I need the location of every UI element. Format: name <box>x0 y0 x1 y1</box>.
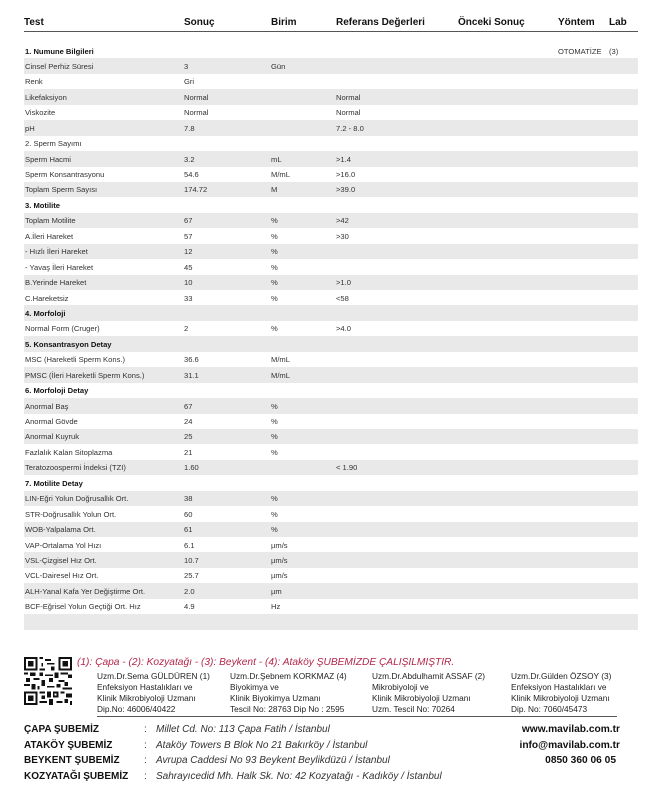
section-heading-row <box>24 475 638 490</box>
table-row <box>24 537 638 552</box>
cell-unit: % <box>271 447 278 457</box>
cell-unit: % <box>271 262 278 272</box>
cell-result: 2.0 <box>184 586 195 596</box>
branch-colon: : <box>144 755 147 766</box>
cell-unit: µm <box>271 586 282 596</box>
cell-unit: % <box>271 231 278 241</box>
cell-unit: µm/s <box>271 571 288 581</box>
header-result: Sonuç <box>184 17 215 28</box>
section-heading-row <box>24 43 638 58</box>
cell-test: B.Yerinde Hareket <box>25 278 87 288</box>
table-row <box>24 213 638 228</box>
cell-result: 33 <box>184 293 193 303</box>
table-row <box>24 614 638 629</box>
doctor-name: Uzm.Dr.Abdulhamit ASSAF (2) <box>372 671 485 681</box>
cell-result: 45 <box>184 262 193 272</box>
table-row <box>24 182 638 197</box>
table-row <box>24 167 638 182</box>
cell-test: Toplam Motilite <box>25 216 76 226</box>
cell-unit: Hz <box>271 602 281 612</box>
cell-reference: >1.0 <box>336 278 351 288</box>
cell-method: OTOMATİZE <box>558 46 602 56</box>
doctor-registry: Uzm. Tescil No: 70264 <box>372 704 455 714</box>
cell-unit: M <box>271 185 278 195</box>
cell-test: MSC (Hareketli Sperm Kons.) <box>25 355 126 365</box>
cell-result: 4.9 <box>184 602 195 612</box>
header-lab: Lab <box>609 17 627 28</box>
doctor-4 <box>511 671 611 715</box>
cell-result: 10 <box>184 278 193 288</box>
cell-unit: % <box>271 293 278 303</box>
doctor-specialty-2: Klinik Mikrobiyoloji Uzmanı <box>511 693 610 703</box>
cell-unit: % <box>271 525 278 535</box>
cell-reference: >1.4 <box>336 154 351 164</box>
cell-result: 38 <box>184 494 193 504</box>
doctor-specialty-2: Klinik Biyokimya Uzmanı <box>230 693 321 703</box>
cell-test: C.Hareketsiz <box>25 293 69 303</box>
doctor-registry: Dip. No: 7060/45473 <box>511 704 588 714</box>
branch-name: KOZYATAĞI ŞUBEMİZ <box>24 770 129 782</box>
cell-test: Viskozite <box>25 108 56 118</box>
cell-reference: Normal <box>336 108 361 118</box>
cell-test: ALH-Yanal Kafa Yer Değiştirme Ort. <box>25 586 146 596</box>
doctor-registry: Dip.No: 46006/40422 <box>97 704 176 714</box>
branch-name: ATAKÖY ŞUBEMİZ <box>24 739 113 751</box>
cell-test: Normal Form (Cruger) <box>25 324 100 334</box>
table-row <box>24 552 638 567</box>
cell-test: 1. Numune Bilgileri <box>25 46 94 56</box>
cell-test: BCF-Eğrisel Yolun Geçtiği Ort. Hız <box>25 602 141 612</box>
cell-test: VSL-Çizgisel Hız Ort. <box>25 555 97 565</box>
cell-reference: 7.2 - 8.0 <box>336 123 364 133</box>
table-row <box>24 583 638 598</box>
cell-result: 61 <box>184 525 193 535</box>
cell-unit: mL <box>271 154 282 164</box>
doctor-specialty-2: Klinik Mikrobiyoloji Uzmanı <box>372 693 471 703</box>
footer-divider <box>97 716 617 717</box>
cell-result: 57 <box>184 231 193 241</box>
cell-unit: µm/s <box>271 540 288 550</box>
cell-unit: % <box>271 324 278 334</box>
cell-test: Anormal Kuyruk <box>25 432 80 442</box>
table-row <box>24 352 638 367</box>
doctor-specialty: Biyokimya ve <box>230 682 279 692</box>
cell-unit: % <box>271 432 278 442</box>
cell-result: 3 <box>184 61 189 71</box>
table-row <box>24 522 638 537</box>
branch-address: Millet Cd. No: 113 Çapa Fatih / İstanbul <box>156 724 330 735</box>
doctor-2 <box>230 671 347 715</box>
cell-test: Cinsel Perhiz Süresi <box>25 61 94 71</box>
table-row <box>24 290 638 305</box>
table-row <box>24 74 638 89</box>
footer <box>0 655 665 802</box>
table-row <box>24 89 638 104</box>
doctor-specialty: Mikrobiyoloji ve <box>372 682 429 692</box>
table-row <box>24 275 638 290</box>
cell-test: Toplam Sperm Sayısı <box>25 185 98 195</box>
table-row <box>24 491 638 506</box>
doctor-specialty: Enfeksiyon Hastalıkları ve <box>511 682 607 692</box>
cell-result: 6.1 <box>184 540 195 550</box>
cell-unit: µm/s <box>271 555 288 565</box>
cell-result: 54.6 <box>184 170 199 179</box>
section-heading-row <box>24 383 638 398</box>
cell-reference: >30 <box>336 231 349 241</box>
contact-info <box>519 724 620 771</box>
cell-unit: % <box>271 278 278 288</box>
qr-code-icon <box>24 657 72 705</box>
labs-note: (1): Çapa - (2): Kozyatağı - (3): Beykent - (4): Ataköy ŞUBEMİZDE ÇALIŞILMIŞTIR. <box>77 657 455 668</box>
cell-test: Anormal Baş <box>25 401 69 411</box>
doctor-name: Uzm.Dr.Sema GÜLDÜREN (1) <box>97 671 210 681</box>
cell-result: Normal <box>184 92 209 102</box>
cell-reference: >39.0 <box>336 185 356 195</box>
cell-test: 3. Motilite <box>25 200 61 210</box>
cell-result: 1.60 <box>184 463 199 473</box>
cell-result: 7.8 <box>184 123 195 133</box>
cell-result: 60 <box>184 509 193 519</box>
cell-result: 174.72 <box>184 185 208 195</box>
cell-result: 3.2 <box>184 154 195 164</box>
cell-test: 7. Motilite Detay <box>25 478 83 488</box>
cell-result: 10.7 <box>184 555 199 565</box>
results-table <box>24 43 638 630</box>
cell-result: 67 <box>184 401 193 411</box>
table-row <box>24 429 638 444</box>
cell-reference: >4.0 <box>336 324 351 334</box>
cell-unit: % <box>271 494 278 504</box>
cell-unit: Gün <box>271 61 286 71</box>
cell-lab: (3) <box>609 46 619 56</box>
cell-unit: % <box>271 247 278 257</box>
table-row <box>24 506 638 521</box>
branch-address: Sahrayıcedid Mh. Halk Sk. No: 42 Kozyatağı - Kadıköy / İstanbul <box>156 770 442 782</box>
table-row <box>24 398 638 413</box>
table-row <box>24 259 638 274</box>
cell-test: Likefaksiyon <box>25 92 67 102</box>
cell-test: Sperm Konsantrasyonu <box>25 170 105 179</box>
cell-test: LIN-Eğri Yolun Doğrusallık Ort. <box>25 494 129 504</box>
cell-test: WOB-Yalpalama Ort. <box>25 525 96 535</box>
cell-unit: M/mL <box>271 370 290 380</box>
table-row <box>24 367 638 382</box>
cell-test: 2. Sperm Sayımı <box>25 139 82 149</box>
doctor-registry: Tescil No: 28763 Dip No : 2595 <box>230 704 345 714</box>
cell-test: - Hızlı İleri Hareket <box>25 247 88 257</box>
cell-reference: >42 <box>336 216 349 226</box>
table-row <box>24 151 638 166</box>
branch-colon: : <box>144 739 147 751</box>
cell-test: Renk <box>25 77 43 87</box>
cell-test: pH <box>25 123 35 133</box>
header-method: Yöntem <box>558 17 595 28</box>
cell-result: 31.1 <box>184 370 199 380</box>
branch-name: BEYKENT ŞUBEMİZ <box>24 755 120 766</box>
header-reference: Referans Değerleri <box>336 17 425 28</box>
branch-colon: : <box>144 770 147 782</box>
cell-reference: >16.0 <box>336 170 356 179</box>
branch-name: ÇAPA ŞUBEMİZ <box>24 724 99 735</box>
cell-reference: Normal <box>336 92 361 102</box>
website-link[interactable]: www.mavilab.com.tr <box>521 724 620 735</box>
cell-unit: % <box>271 401 278 411</box>
cell-test: VCL-Dairesel Hız Ort. <box>25 571 99 581</box>
phone-number: 0850 360 06 05 <box>545 755 616 766</box>
table-row <box>24 105 638 120</box>
cell-test: Anormal Gövde <box>25 417 78 426</box>
cell-result: 36.6 <box>184 355 199 365</box>
cell-result: 67 <box>184 216 193 226</box>
email-link[interactable]: info@mavilab.com.tr <box>519 739 620 751</box>
header-previous: Önceki Sonuç <box>458 17 525 28</box>
cell-test: 4. Morfoloji <box>25 308 66 318</box>
header-test: Test <box>24 17 44 28</box>
branch-colon: : <box>144 724 147 735</box>
cell-test: Fazlalık Kalan Sitoplazma <box>25 447 113 457</box>
cell-result: 25.7 <box>184 571 199 581</box>
cell-result: 21 <box>184 447 193 457</box>
table-row <box>24 444 638 459</box>
doctor-name: Uzm.Dr.Gülden ÖZSOY (3) <box>511 671 612 681</box>
table-row <box>24 120 638 135</box>
cell-test: - Yavaş İleri Hareket <box>25 262 94 272</box>
table-row <box>24 321 638 336</box>
branch-address: Avrupa Caddesi No 93 Beykent Beylikdüzü / İstanbul <box>156 755 390 766</box>
table-row <box>24 136 638 151</box>
cell-unit: M/mL <box>271 355 290 365</box>
table-row <box>24 58 638 73</box>
cell-result: Normal <box>184 108 209 118</box>
cell-unit: % <box>271 509 278 519</box>
doctor-specialty-2: Klinik Mikrobiyoloji Uzmanı <box>97 693 196 703</box>
cell-result: 12 <box>184 247 193 257</box>
cell-result: 24 <box>184 417 193 426</box>
table-row <box>24 244 638 259</box>
cell-test: 5. Konsantrasyon Detay <box>25 339 112 349</box>
section-heading-row <box>24 197 638 212</box>
cell-test: Teratozoospermi İndeksi (TZI) <box>25 463 126 473</box>
cell-test: A.İleri Hareket <box>25 231 74 241</box>
cell-test: VAP-Ortalama Yol Hızı <box>25 540 102 550</box>
table-header <box>24 14 638 32</box>
cell-reference: <58 <box>336 293 349 303</box>
doctor-specialty: Enfeksiyon Hastalıkları ve <box>97 682 193 692</box>
cell-test: PMSC (İleri Hareketli Sperm Kons.) <box>25 370 145 380</box>
section-heading-row <box>24 305 638 320</box>
section-heading-row <box>24 336 638 351</box>
doctor-1 <box>97 671 210 715</box>
cell-result: 2 <box>184 324 189 334</box>
header-unit: Birim <box>271 17 297 28</box>
cell-test: Sperm Hacmi <box>25 154 71 164</box>
doctor-3 <box>372 671 485 715</box>
table-row <box>24 414 638 429</box>
branch-address: Ataköy Towers B Blok No 21 Bakırköy / İstanbul <box>156 739 368 751</box>
cell-test: STR-Doğrusallık Yolun Ort. <box>25 509 117 519</box>
cell-unit: % <box>271 216 278 226</box>
cell-reference: < 1.90 <box>336 463 358 473</box>
cell-result: Gri <box>184 77 195 87</box>
cell-unit: % <box>271 417 278 426</box>
doctor-name: Uzm.Dr.Şebnem KORKMAZ (4) <box>230 671 347 681</box>
cell-unit: M/mL <box>271 170 290 179</box>
table-row <box>24 228 638 243</box>
table-row <box>24 460 638 475</box>
table-row <box>24 568 638 583</box>
cell-test: 6. Morfoloji Detay <box>25 386 89 396</box>
cell-result: 25 <box>184 432 193 442</box>
table-row <box>24 599 638 614</box>
